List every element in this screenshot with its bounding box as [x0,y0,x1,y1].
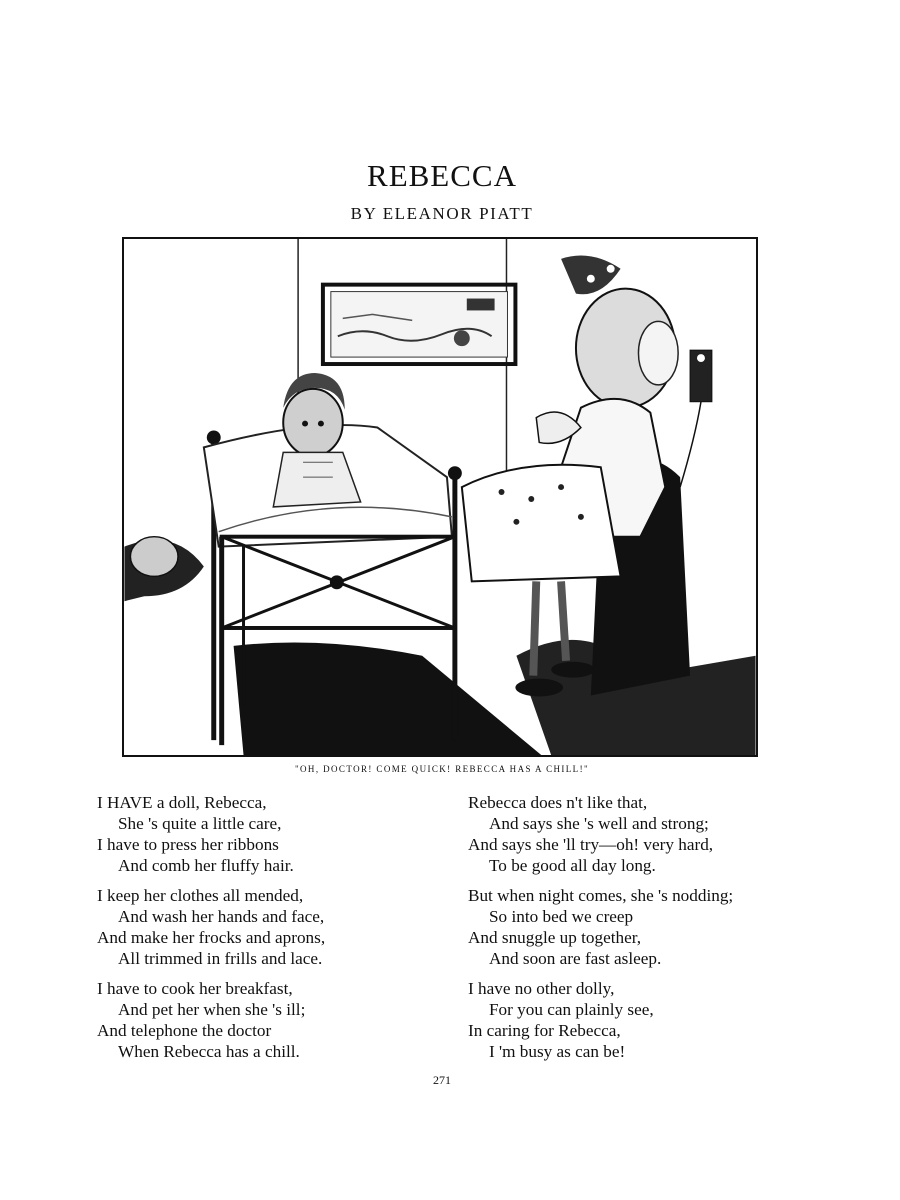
verse-line: When Rebecca has a chill. [118,1042,300,1061]
verse-line: I have no other dolly, [468,979,615,998]
illustration-caption: "OH, DOCTOR! COME QUICK! REBECCA HAS A CHILL!" [294,764,590,774]
verse-line: And telephone the doctor [97,1021,272,1040]
wall-telephone-icon [680,350,712,487]
verse-line: To be good all day long. [489,856,656,875]
verse-line: And pet her when she 's ill; [118,1000,306,1019]
illustration [122,237,758,757]
illustration-drawing [124,239,756,755]
wall-picture [323,285,516,364]
stanza [97,792,477,876]
verse-line: I 'm busy as can be! [489,1042,626,1061]
verse-line: And wash her hands and face, [118,907,325,926]
verse-line: And says she 'll try—oh! very hard, [468,835,714,854]
poem-column-left [97,792,477,1071]
stanza [468,792,848,876]
verse-line: And snuggle up together, [468,928,642,947]
verse-line: In caring for Rebecca, [468,1021,621,1040]
poem-title: REBECCA [367,158,517,193]
verse-line: All trimmed in frills and lace. [118,949,323,968]
verse-line: And comb her fluffy hair. [118,856,294,875]
poem-byline: BY ELEANOR PIATT [350,204,534,223]
stanza [97,978,477,1062]
verse-line: I keep her clothes all mended, [97,886,304,905]
stanza [468,885,848,969]
stanza [97,885,477,969]
page-number: 271 [433,1073,451,1087]
verse-line: And make her frocks and aprons, [97,928,326,947]
verse-line: She 's quite a little care, [118,814,282,833]
verse-line: So into bed we creep [489,907,634,926]
verse-line: For you can plainly see, [489,1000,654,1019]
verse-line: I have to cook her breakfast, [97,979,293,998]
verse-line: And soon are fast asleep. [489,949,662,968]
verse-line: But when night comes, she 's nodding; [468,886,734,905]
verse-line: I have to press her ribbons [97,835,279,854]
verse-line: And says she 's well and strong; [489,814,709,833]
verse-line: Rebecca does n't like that, [468,793,648,812]
stanza [468,978,848,1062]
poem-column-right [468,792,848,1071]
verse-line: I HAVE a doll, Rebecca, [97,793,267,812]
